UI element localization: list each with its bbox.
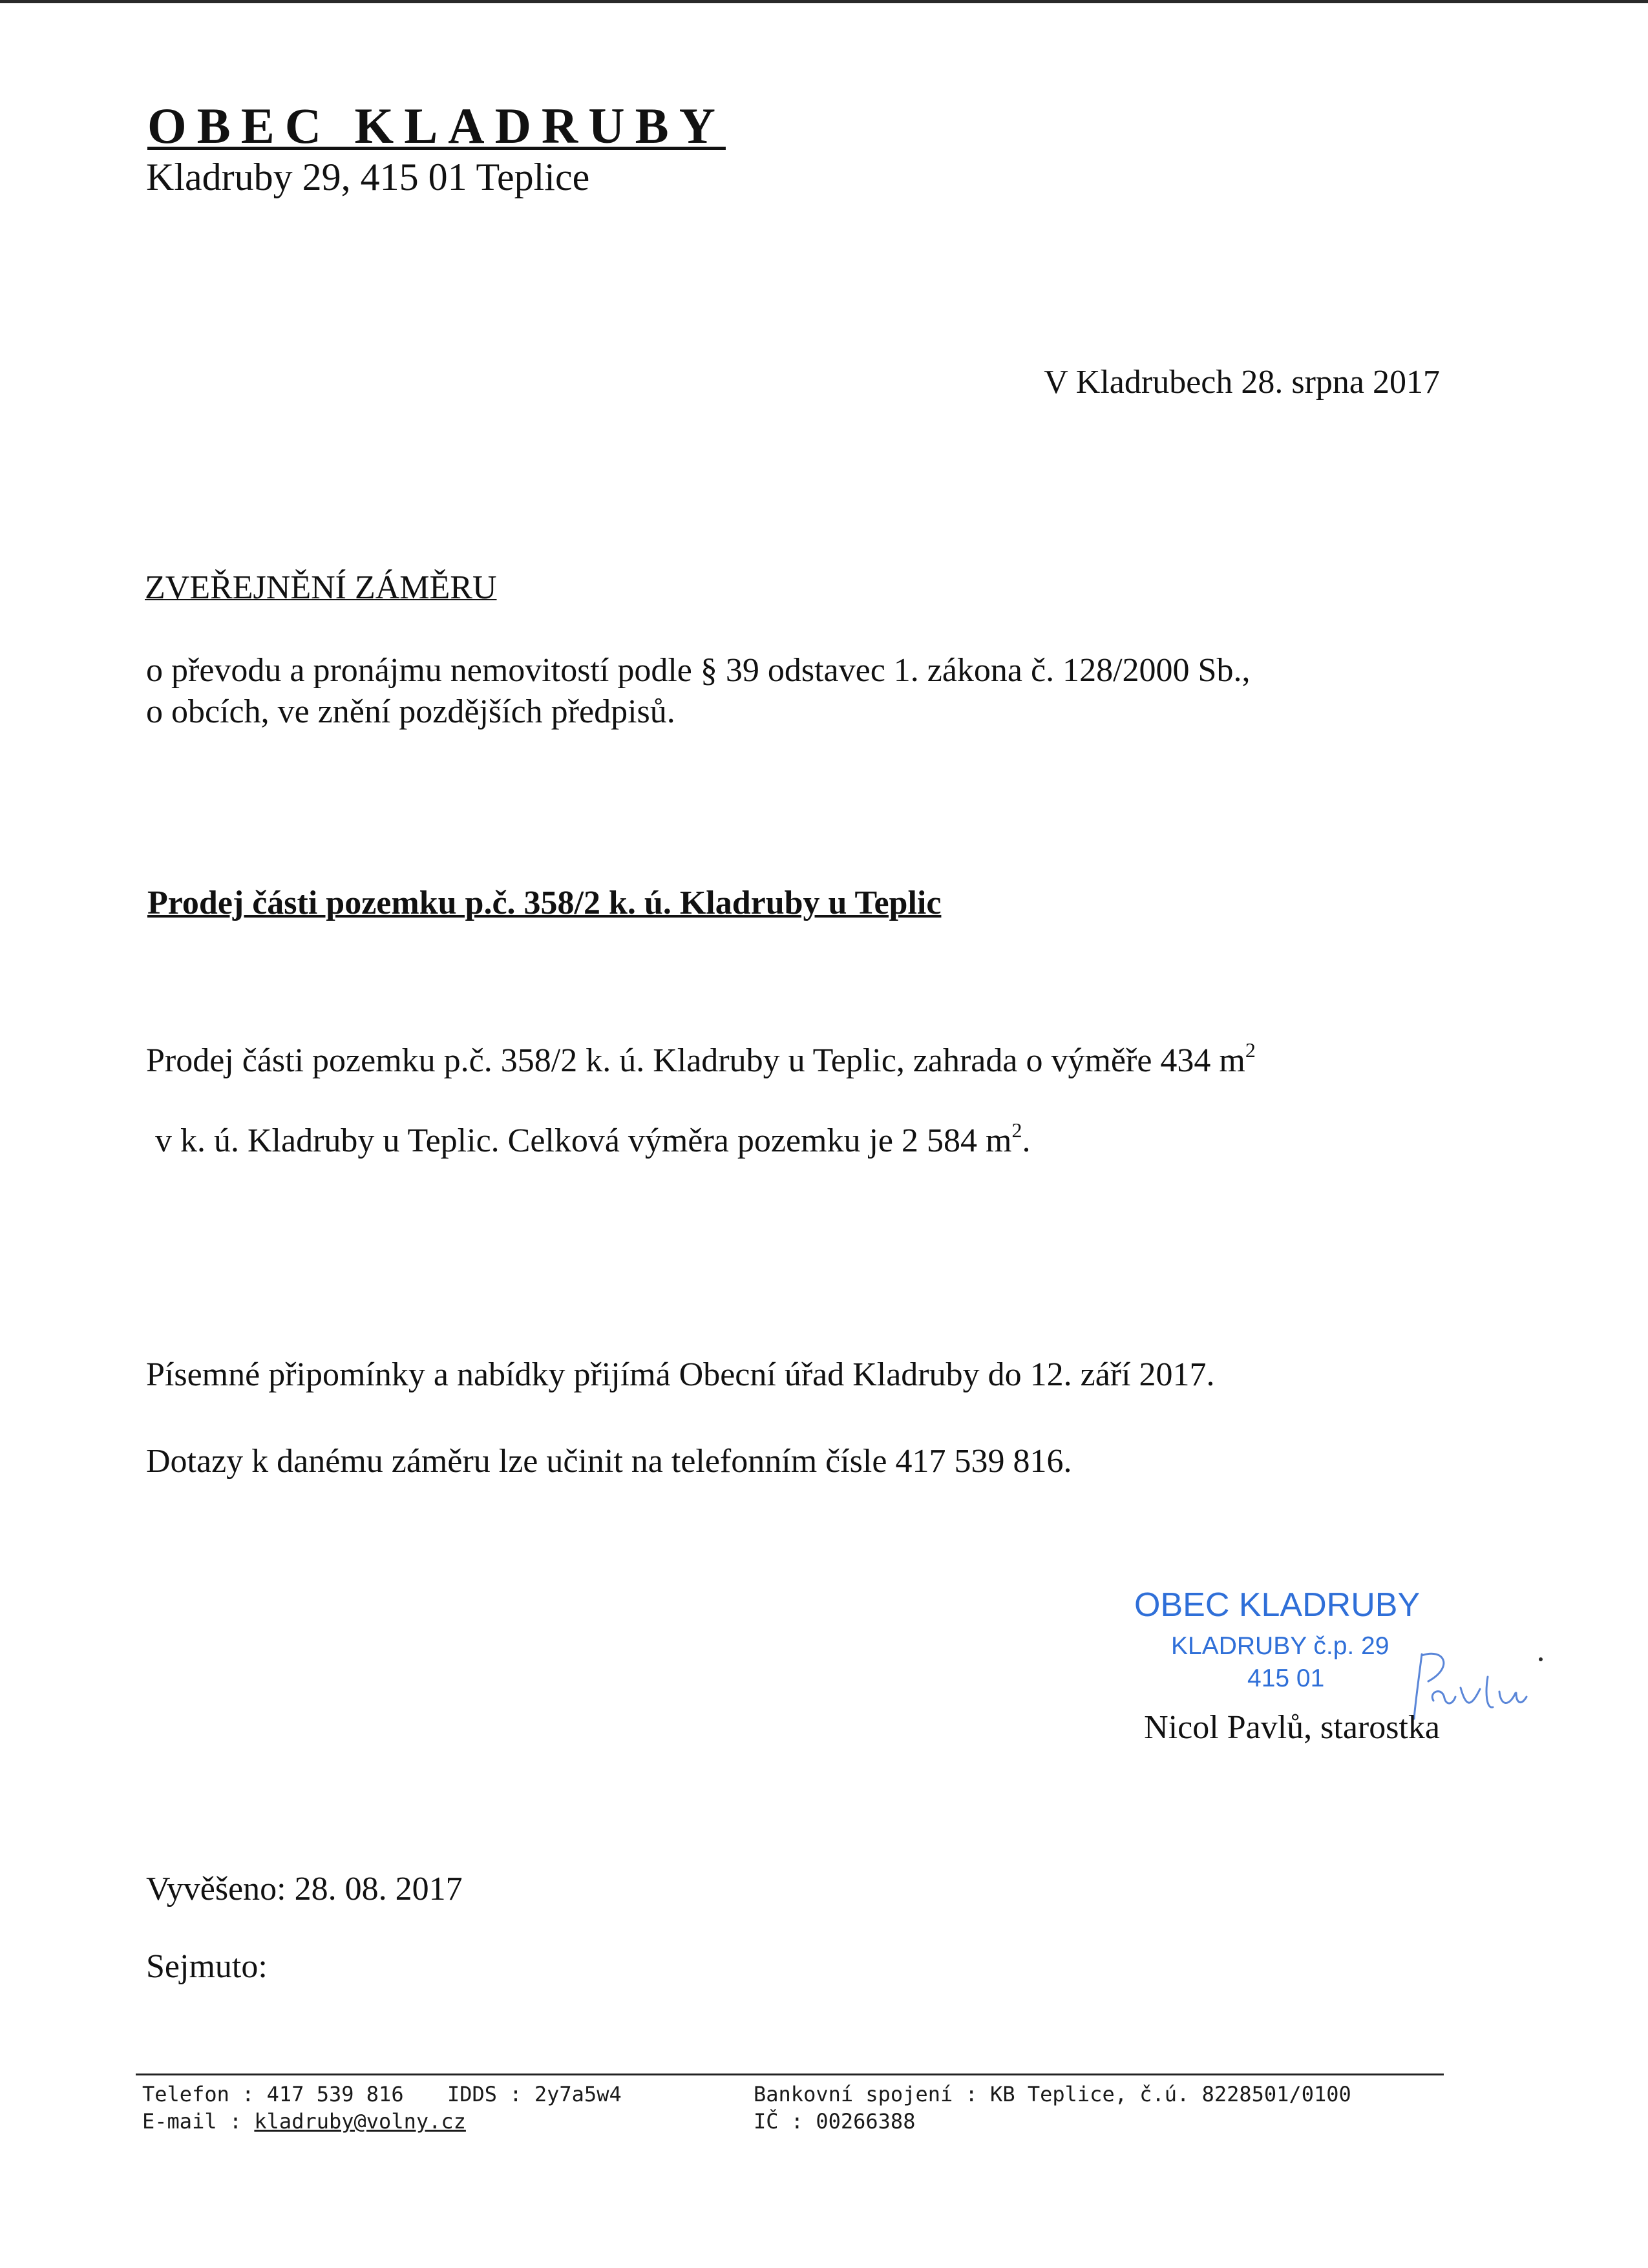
footer-idds: IDDS : 2y7a5w4 — [447, 2082, 622, 2106]
footer-email — [142, 2109, 466, 2134]
total-area-unit-superscript: 2 — [1011, 1118, 1022, 1142]
notice-line-1: o převodu a pronájmu nemovitostí podle § 39 odstavec 1. zákona č. 128/2000 Sb., — [146, 652, 1251, 689]
signatory-name: Nicol Pavlů, starostka — [1144, 1709, 1440, 1746]
footer-bank-account: Bankovní spojení : KB Teplice, č.ú. 8228501/0100 — [754, 2082, 1351, 2106]
notice-title: ZVEŘEJNĚNÍ ZÁMĚRU — [145, 569, 497, 606]
org-address: Kladruby 29, 415 01 Teplice — [146, 156, 590, 198]
stamp-postcode: 415 01 — [1247, 1664, 1325, 1692]
place-date: V Kladrubech 28. srpna 2017 — [1044, 364, 1440, 401]
email-link[interactable]: kladruby@volny.cz — [254, 2109, 466, 2134]
posted-date: Vyvěšeno: 28. 08. 2017 — [146, 1871, 463, 1907]
footer-rule — [136, 2074, 1444, 2075]
sale-paragraph-line-2 — [155, 1118, 1031, 1160]
sale-paragraph-line-2-text: v k. ú. Kladruby u Teplic. Celková výměra pozemku je 2 584 m — [155, 1122, 1012, 1159]
comments-deadline: Písemné připomínky a nabídky přijímá Obecní úřad Kladruby do 12. září 2017. — [146, 1356, 1215, 1393]
notice-line-2: o obcích, ve znění pozdějších předpisů. — [146, 693, 675, 730]
stamp-org-name: OBEC KLADRUBY — [1134, 1586, 1421, 1624]
removed-date: Sejmuto: — [146, 1948, 268, 1985]
sale-paragraph-line-1-text: Prodej části pozemku p.č. 358/2 k. ú. Kladruby u Teplic, zahrada o výměře 434 m — [146, 1042, 1245, 1079]
section-title: Prodej části pozemku p.č. 358/2 k. ú. Kladruby u Teplic — [147, 885, 942, 921]
stamp-address: KLADRUBY č.p. 29 — [1171, 1632, 1389, 1660]
top-edge-rule — [0, 0, 1648, 3]
footer-email-label: E-mail : — [142, 2109, 255, 2134]
footer-phone: Telefon : 417 539 816 — [142, 2082, 404, 2106]
area-unit-superscript: 2 — [1245, 1038, 1256, 1062]
sale-paragraph-line-1 — [146, 1038, 1256, 1080]
sale-paragraph-line-2-end: . — [1022, 1122, 1031, 1159]
footer-company-id: IČ : 00266388 — [754, 2109, 916, 2134]
inquiries-phone: Dotazy k danému záměru lze učinit na telefonním čísle 417 539 816. — [146, 1443, 1072, 1480]
org-name: OBEC KLADRUBY — [147, 98, 726, 154]
